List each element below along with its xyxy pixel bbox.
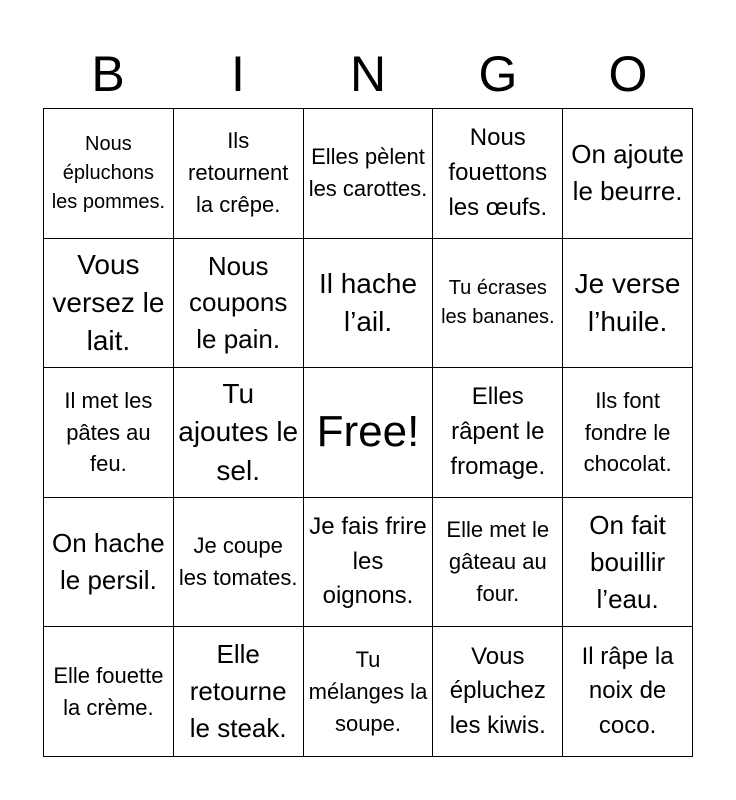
cell-text: Tu mélanges la soupe. [308,646,428,736]
cell-text: Je fais frire les oignons. [309,512,427,610]
bingo-cell-r5c1[interactable] [44,627,174,757]
bingo-cell-r3c1[interactable] [44,368,174,498]
bingo-grid [43,108,693,757]
bingo-cell-r4c4[interactable] [433,498,563,628]
cell-text: On hache le persil. [52,528,165,596]
bingo-cell-r1c1[interactable] [44,109,174,239]
cell-text: Il hache l’ail. [318,267,418,337]
header-letter-n: N [349,46,387,102]
cell-text: Il met les pâtes au feu. [64,387,153,477]
cell-text: Elles râpent le fromage. [450,383,546,480]
cell-text: Ils retournent la crêpe. [188,128,289,218]
cell-text: Elle met le gâteau au four. [446,517,550,607]
cell-text: Ils font fondre le chocolat. [583,387,672,477]
cell-text: Elle retourne le steak. [189,639,287,744]
cell-text: Elles pèlent les carottes. [308,144,428,202]
bingo-cell-r3c2[interactable] [174,368,304,498]
bingo-cell-r5c5[interactable] [563,627,693,757]
bingo-cell-r3c4[interactable] [433,368,563,498]
cell-text: Il râpe la noix de coco. [581,642,674,740]
bingo-cell-r2c1[interactable] [44,239,174,369]
cell-text: On fait bouillir l’eau. [589,509,666,614]
cell-text: Nous coupons le pain. [189,250,288,355]
bingo-cell-r4c5[interactable] [563,498,693,628]
bingo-cell-free[interactable] [304,368,434,498]
header-letter-g: G [478,46,518,102]
bingo-cell-r2c2[interactable] [174,239,304,369]
header-letter-o: O [608,46,648,102]
cell-text: Je coupe les tomates. [178,533,298,591]
bingo-cell-r4c3[interactable] [304,498,434,628]
cell-text: Nous fouettons les œufs. [448,124,548,221]
bingo-cell-r5c3[interactable] [304,627,434,757]
free-space-label: Free! [316,407,420,457]
cell-text: Vous versez le lait. [52,248,165,356]
header-letter-b: B [91,46,125,102]
bingo-cell-r2c5[interactable] [563,239,693,369]
bingo-cell-r1c4[interactable] [433,109,563,239]
header-letter-i: I [231,46,245,102]
bingo-cell-r3c5[interactable] [563,368,693,498]
cell-text: Elle fouette la crème. [53,662,164,720]
cell-text: Nous épluchons les pommes. [51,132,166,213]
bingo-cell-r4c2[interactable] [174,498,304,628]
bingo-header [43,40,693,108]
bingo-cell-r5c2[interactable] [174,627,304,757]
cell-text: Je verse l’huile. [574,267,681,337]
cell-text: Vous épluchez les kiwis. [449,642,546,740]
bingo-cell-r4c1[interactable] [44,498,174,628]
bingo-cell-r2c3[interactable] [304,239,434,369]
bingo-cell-r1c3[interactable] [304,109,434,239]
bingo-cell-r1c5[interactable] [563,109,693,239]
bingo-cell-r5c4[interactable] [433,627,563,757]
cell-text: Tu écrases les bananes. [441,276,555,328]
cell-text: Tu ajoutes le sel. [178,378,299,486]
bingo-cell-r2c4[interactable] [433,239,563,369]
cell-text: On ajoute le beurre. [571,139,684,207]
bingo-cell-r1c2[interactable] [174,109,304,239]
